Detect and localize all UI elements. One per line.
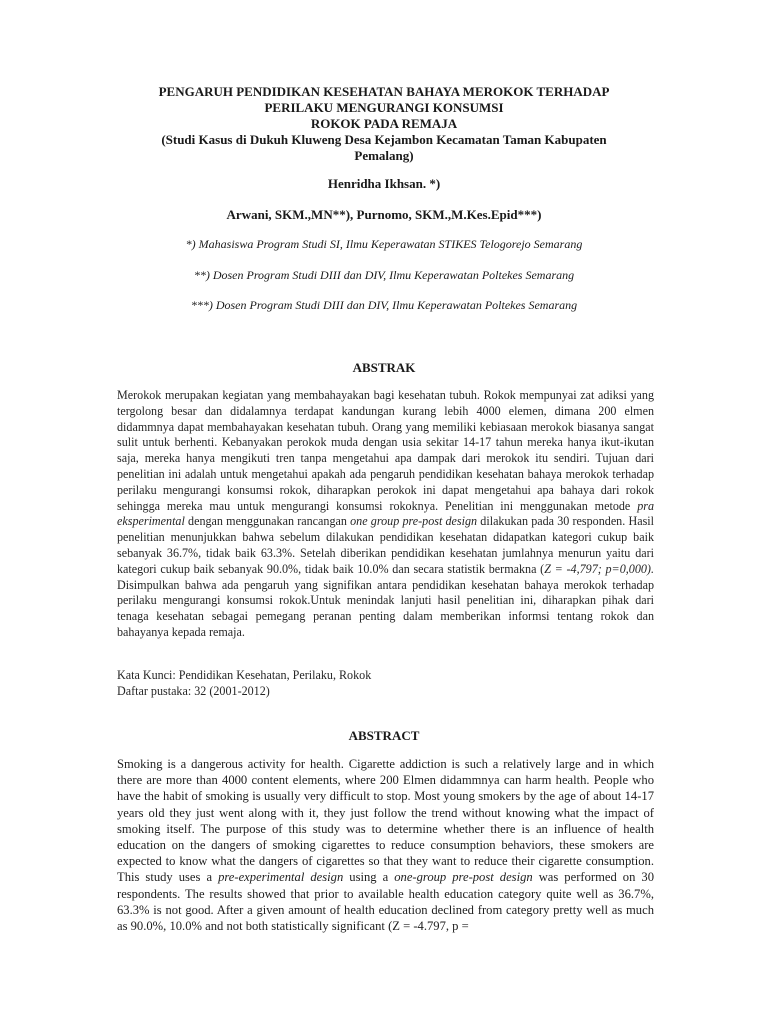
title-line-3: ROKOK PADA REMAJA <box>310 116 458 131</box>
title-line-2: PERILAKU MENGURANGI KONSUMSI <box>264 100 504 115</box>
abstract-heading: ABSTRACT <box>348 728 420 743</box>
abstract-method: pre-experimental design <box>218 870 344 885</box>
abstrak-text-a: Merokok merupakan kegiatan yang membahayakan bagi kesehatan tubuh. Rokok mempunyai zat adiksi yang tergolong besar dan didalamnya terdapat kandungan kurang lebih 4000 elemen, dimana 200 elmen didammnya dapat membahayakan kesehatan tubuh. Orang yang memiliki kebiasaan merokok biasanya sangat sulit untuk berhenti. Kebanyakan perokok muda dengan usia sekitar 14-17 tahun mereka hanya ikut-ikutan saja, mereka hanya mengikuti tren tanpa mengetahui apa dampak dari merokok itu sendiri. Tujuan dari penelitian ini adalah untuk mengetahui apakah ada pengaruh pendidikan kesehatan bahaya merokok terhadap perilaku mengurangi konsumsi rokok, diharapkan perokok ini dapat mengetahui apa bahaya dari rokok sehingga mereka mau untuk mengurangi konsumsi rokoknya. Penelitian ini menggunakan metode <box>117 388 654 513</box>
abstrak-text-b: dengan menggunakan rancangan <box>184 514 351 529</box>
keywords: Kata Kunci: Pendidikan Kesehatan, Perilaku, Rokok <box>117 668 372 682</box>
affiliation-2: **) Dosen Program Studi DIII dan DIV, Ilmu Keperawatan Poltekes Semarang <box>193 268 575 282</box>
abstrak-text-d: Disimpulkan bahwa ada pengaruh yang signifikan antara pendidikan kesehatan bahaya merokok terhadap perilaku mengurangi konsumsi rokok.Untuk menindak lanjuti hasil penelitian ini, diharapkan pihak dari tenaga kesehatan sebagai pemegang peranan penting dalam memberikan informsi tentang rokok dan bahayanya kepada remaja. <box>117 577 654 639</box>
abstrak-text-c: dilakukan pada 30 responden. Hasil penelitian menunjukkan bahwa sebelum dilakukan pendidikan kesehatan didapatkan kategori cukup baik sebanyak 36.7%, tidak baik 63.3%. Setelah diberikan pendidikan kesehatan jumlahnya menurun yaitu dari kategori cukup baik sebanyak 90.0%, tidak baik 10.0% dan secara statistik bermakna ( <box>117 514 654 576</box>
paper-title <box>100 84 668 164</box>
references-count: Daftar pustaka: 32 (2001-2012) <box>117 684 270 698</box>
abstract-text-c: was performed on 30 respondents. The results showed that prior to available health education category quite well as 36.7%, 63.3% is not good. After a given amount of health education declined from category pretty well as much as 90.0%, 10.0% and not both statistically significant (Z = -4.797, p = <box>117 870 654 934</box>
first-author: Henridha Ikhsan. *) <box>327 176 441 191</box>
co-authors: Arwani, SKM.,MN**), Purnomo, SKM.,M.Kes.Epid***) <box>226 207 542 222</box>
title-line-4: (Studi Kasus di Dukuh Kluweng Desa Kejambon Kecamatan Taman Kabupaten <box>161 132 607 147</box>
abstrak-method: pra eksperimental <box>117 498 654 529</box>
abstract-text-a: Smoking is a dangerous activity for health. Cigarette addiction is such a relatively large and in which there are more than 4000 content elements, where 200 Elmen didammnya can harm health. People who have the habit of smoking is usually very difficult to stop. Most young smokers by the age of about 14-17 years old they just went along with it, they just follow the trend without knowing what the impact of smoking itself. The purpose of this study was to determine whether there is an influence of health education on the dangers of smoking cigarettes to reduce consumption behaviors, these smokers are expected to know what the dangers of cigarettes so that they want to reduce their cigarette consumption. This study uses a <box>117 757 654 885</box>
abstract-paragraph <box>117 756 654 934</box>
title-line-1: PENGARUH PENDIDIKAN KESEHATAN BAHAYA MEROKOK TERHADAP <box>158 84 610 99</box>
affiliation-1: *) Mahasiswa Program Studi SI, Ilmu Keperawatan STIKES Telogorejo Semarang <box>185 237 583 251</box>
abstrak-design: one group pre-post design <box>350 514 478 529</box>
abstract-design: one-group pre-post design <box>394 870 533 885</box>
abstrak-stat: Z = -4,797; p=0,000). <box>544 561 654 576</box>
abstrak-heading: ABSTRAK <box>352 360 416 375</box>
title-line-5: Pemalang) <box>354 148 414 163</box>
abstrak-paragraph <box>117 388 654 641</box>
abstract-text-b: using a <box>343 870 395 885</box>
affiliation-3: ***) Dosen Program Studi DIII dan DIV, Ilmu Keperawatan Poltekes Semarang <box>190 298 578 312</box>
